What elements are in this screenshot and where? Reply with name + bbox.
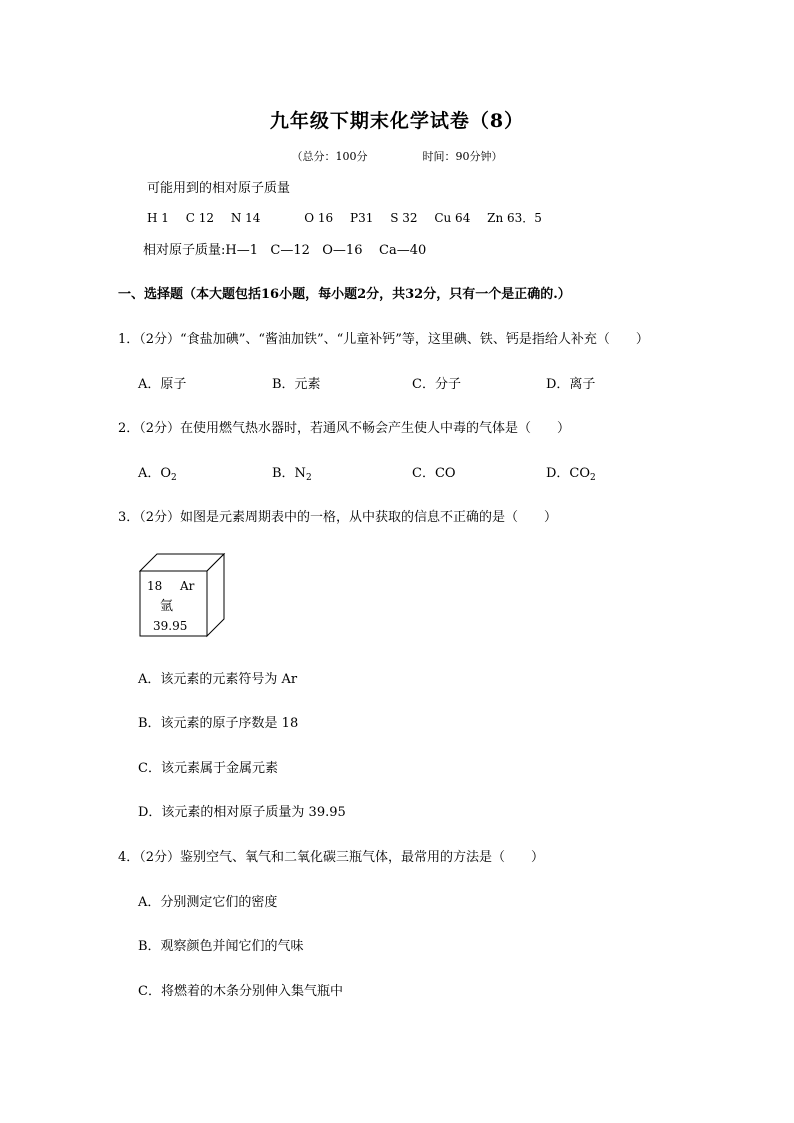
q3-option-d: D．该元素的相对原子质量为 39.95 [138,805,346,820]
q4-option-a: A．分别测定它们的密度 [138,895,278,910]
q4-option-c: C．将燃着的木条分别伸入集气瓶中 [138,984,343,999]
q2-option-d [546,462,596,481]
mass-item: P31 [350,211,374,225]
mass-item: Cu 64 [434,211,471,225]
total-score: （总分：100分 [291,150,368,163]
mass-item: S 32 [390,211,418,225]
atomic-mass-line-1 [147,209,555,226]
q2-option-a-subscript: 2 [171,473,177,483]
q2-option-a-text: A．O [138,466,172,481]
mass-item: O 16 [304,211,334,225]
atomic-mass-heading: 可能用到的相对原子质量 [147,181,291,196]
mass-item: N 14 [230,211,261,225]
element-name: 氩 [160,599,174,614]
atomic-mass-line-2: 相对原子质量:H—1 C—12 O—16 Ca—40 [143,243,427,258]
q2-option-c-text: C．CO [412,466,456,481]
q3-option-a: A．该元素的元素符号为 Ar [138,672,298,687]
q1-option-a: A．原子 [138,377,187,392]
mass-item: H 1 [147,211,169,225]
q1-option-c: C．分子 [412,377,461,392]
q2-option-d-subscript: 2 [590,473,596,483]
q3-option-b: B．该元素的原子序数是 18 [138,716,299,731]
section-heading: 一、选择题（本大题包括16小题，每小题2分，共32分，只有一个是正确的.） [118,287,571,302]
exam-time: 时间：90分钟） [422,150,503,163]
mass-item: Zn 63．5 [487,211,542,225]
q2-option-c [412,462,456,481]
q2-option-a [138,462,177,481]
atomic-mass: 39.95 [153,619,188,633]
page-title: 九年级下期末化学试卷（8） [269,110,525,132]
q2-option-d-text: D．CO [546,466,591,481]
q1-option-b: B．元素 [272,377,321,392]
element-symbol: Ar [180,579,195,593]
exam-info [0,148,794,164]
q1-option-d: D．离子 [546,377,596,392]
q2-option-b-text: B．N [272,466,306,481]
question-2-stem: 2．（2分）在使用燃气热水器时，若通风不畅会产生使人中毒的气体是（ ） [118,421,571,436]
question-1-stem: 1．（2分）“食盐加碘”、“酱油加铁”、“儿童补钙”等，这里碘、铁、钙是指给人补充（ ） [118,332,649,347]
mass-item: C 12 [185,211,215,225]
q2-option-b-subscript: 2 [305,473,312,483]
q3-option-c: C．该元素属于金属元素 [138,761,278,776]
question-3-stem: 3．（2分）如图是元素周期表中的一格，从中获取的信息不正确的是（ ） [118,510,558,525]
q4-option-b: B．观察颜色并闻它们的气味 [138,939,304,954]
atomic-number: 18 [147,579,163,593]
periodic-table-cell-figure [139,553,227,639]
q2-option-b [272,462,312,481]
question-4-stem: 4．（2分）鉴别空气、氧气和二氧化碳三瓶气体，最常用的方法是（ ） [118,850,545,865]
